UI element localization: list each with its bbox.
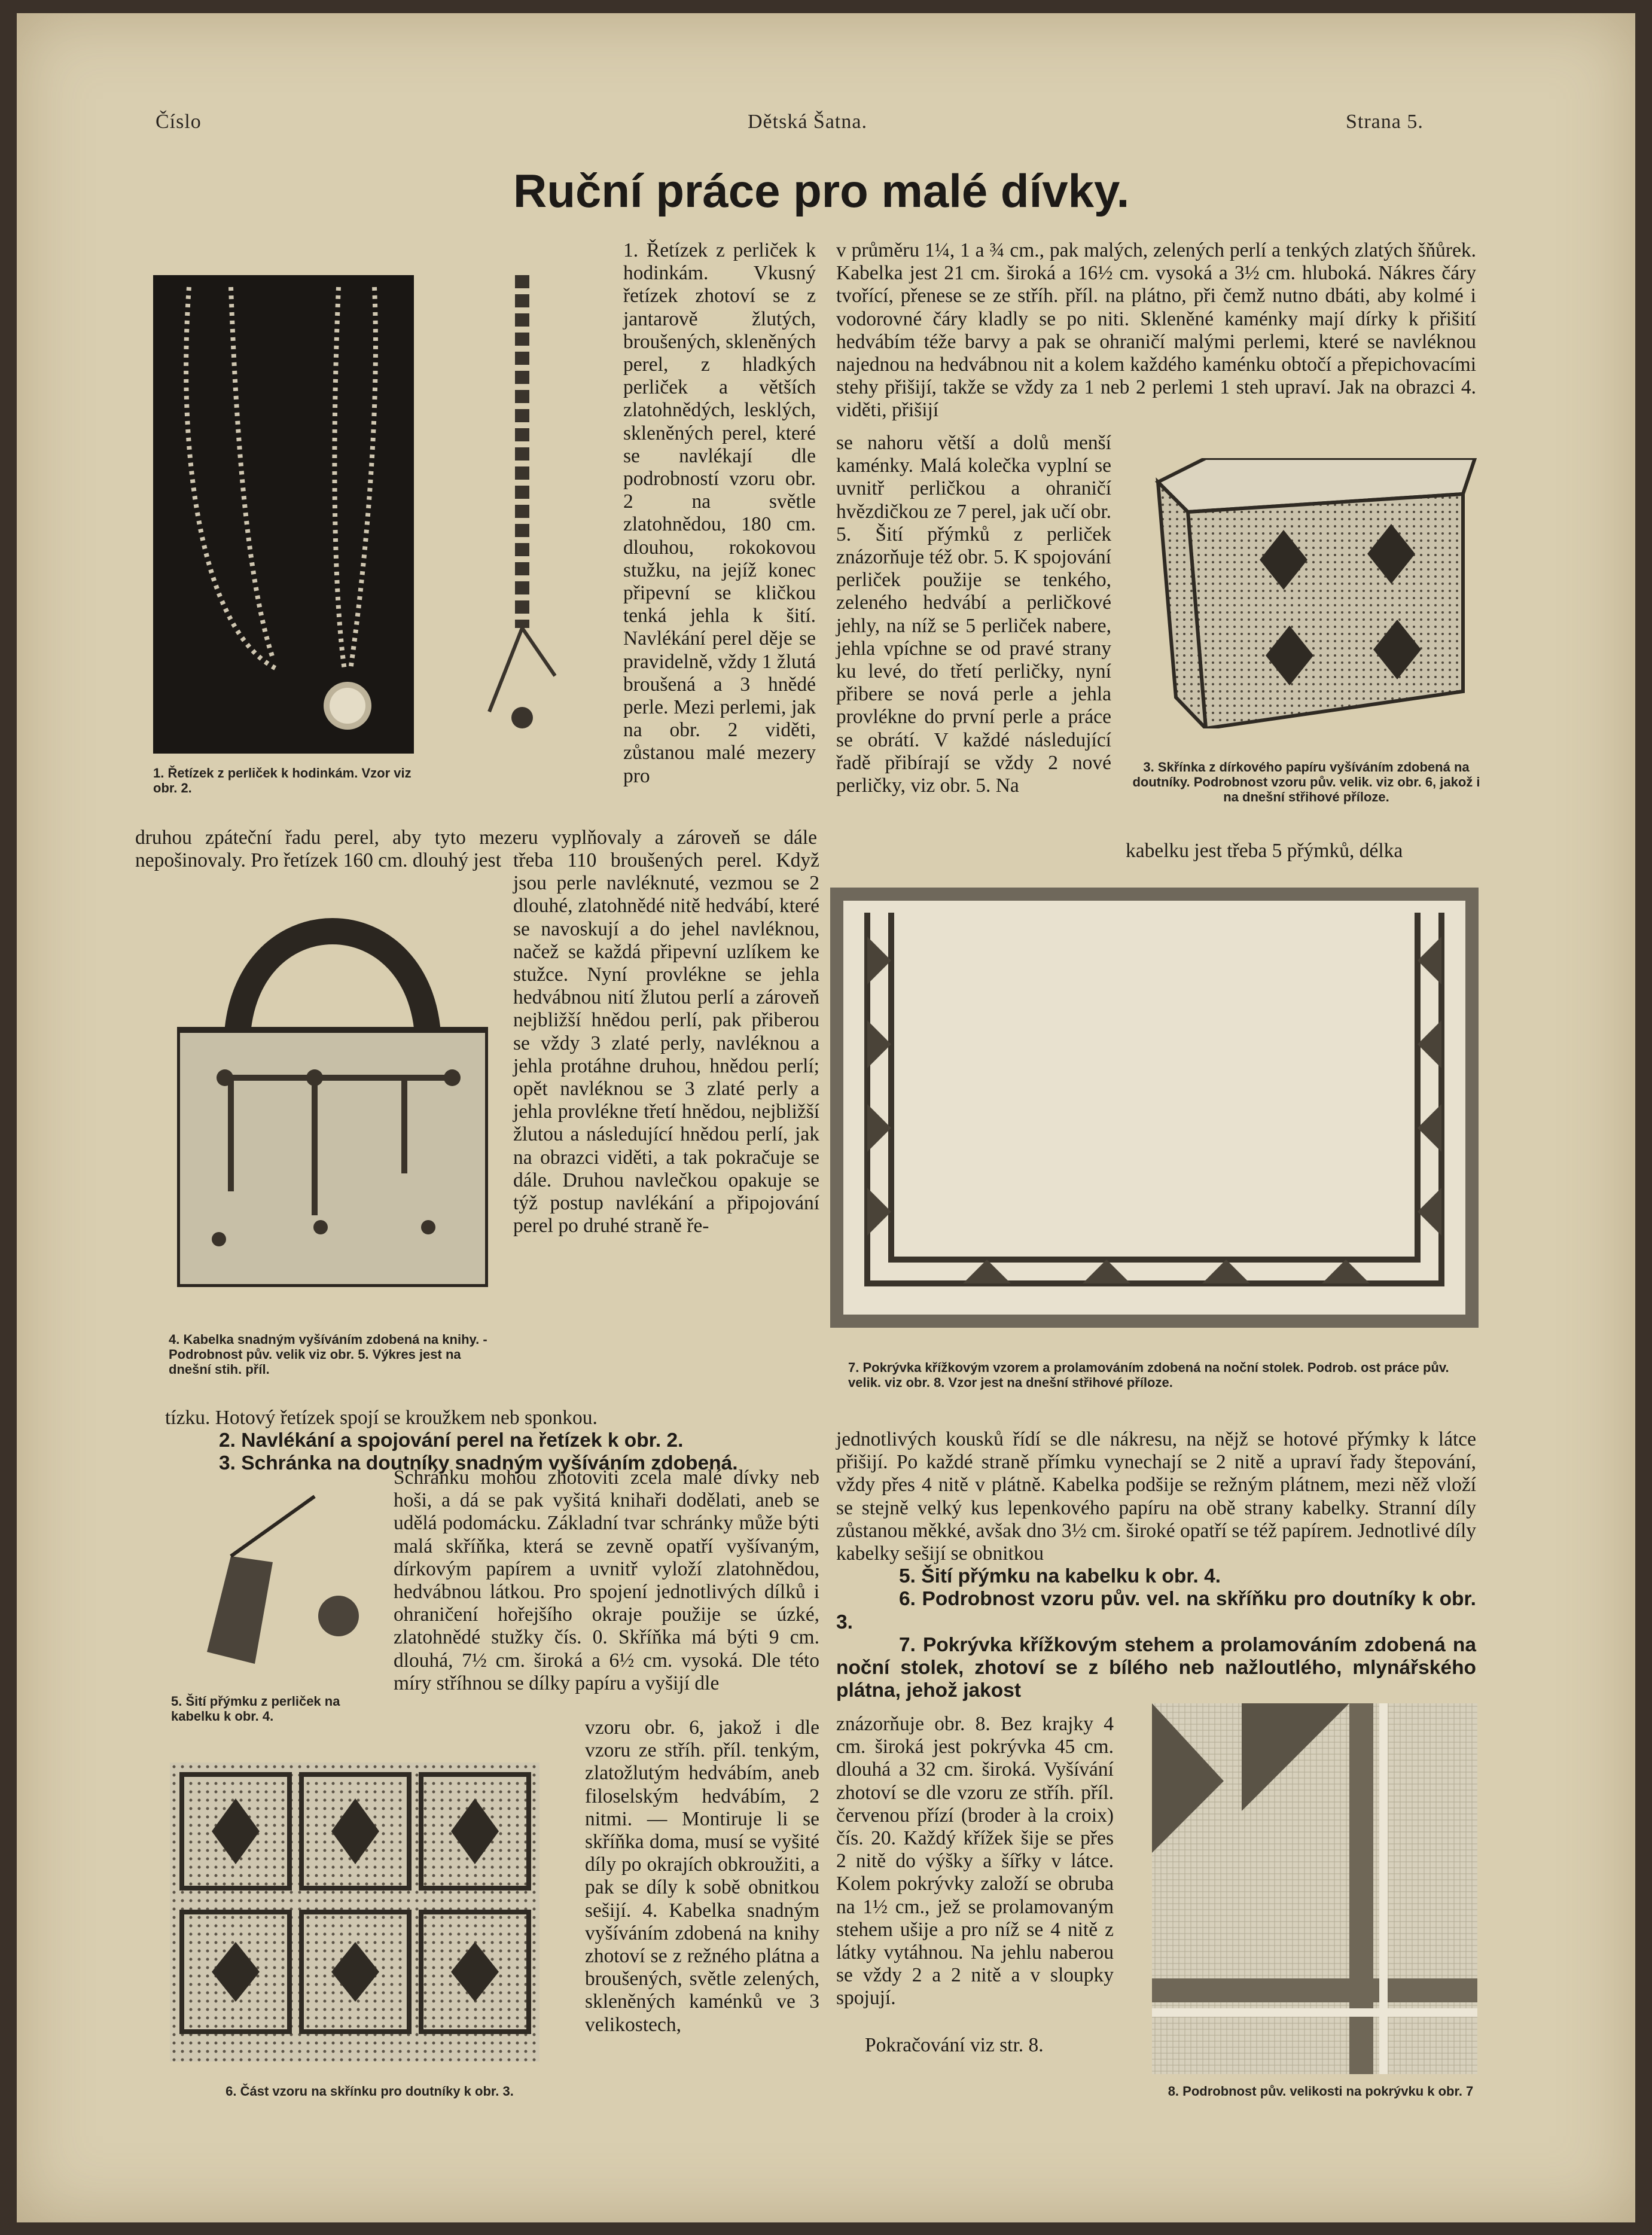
paragraph-pearls: třeba 110 broušených perel. Když jsou perle navléknuté, vezmou se 2 dlouhé, zlatohnědé nitě hedvábí, které se navoskují a do jehel navléknou, načež se každá připevní uzlíkem ke stužce. Nyní provlékne se jehla hedvábnou nití žlutou perlí a zároveň nejbližší hnědou perlí, pak přiberou se vždy 3 zlaté perly, navléknou a jehla protáhne druhou, hnědou perlí; opět navléknou se 3 zlaté perly a jehla provlékne třetí hnědou, nejbližší žlutou a následující hnědou perlí, jak na obrazci viděti, a tak pokračuje se dále. Druhou navlečkou opakuje se týž postup navlékání a připojování perel po druhé straně ře-: [513, 849, 819, 1237]
chain-illustration: [153, 275, 414, 754]
article-text-col1-bottom: [585, 1716, 819, 2036]
paragraph-tablecloth: znázorňuje obr. 8. Bez krajky 4 cm. široká jest pokrývka 45 cm. dlouhá a 32 cm. široká. Vyšívání zhotoví se dle vzoru ze stříh. příl. červenou přízí (broder à la croix) čís. 20. Každý křížek šije se přes 2 nitě do výšky a šířky v látce. Kolem pokrývky založí se obruba na 1½ cm., jež se prolamovaným stehem ušije a pro níž se 4 nitě z látky vytáhnou. Na jehlu naberou se vždy 2 a 2 nitě a v sloupky spojují.: [836, 1713, 1114, 2010]
tablecloth-illustration: [830, 888, 1479, 1328]
article-text-col1-mid: [513, 849, 819, 1237]
header-right: Strana 5.: [1346, 111, 1424, 133]
page-title: Ruční práce pro malé dívky.: [513, 164, 1130, 217]
paragraph-bag-cont: v průměru 1¼, 1 a ¾ cm., pak malých, zelených perlí a tenkých zlatých šňůrek. Kabelka jest 21 cm. široká a 16½ cm. vysoká a 3½ cm. hluboká. Nákres čáry tvořící, přenese se ze stříh. příl. na plátno, při čemž nutno dbáti, aby kolmé i vodorovné čáry kladly se po niti. Skleněné kaménky mají dírky k přišití hedvábím téže barvy a pak se ohraničí malými perlemi, které se navléknou najednou na hedvábnou nit a kolem každého kaménku obtočí a přepichovacími stehy přišijí, takže se vždy za 1 neb 2 perlemi 1 steh upraví. Jak na obrazci 4. viděti, přišijí: [836, 239, 1476, 422]
cigar-box-illustration: [1152, 458, 1479, 728]
item-6: 6. Podrobnost vzoru pův. vel. na skříňku pro doutníky k obr. 3.: [836, 1588, 1476, 1633]
paragraph-box: Schránku mohou zhotoviti zcela malé dívky neb hoši, a dá se pak vyšitá knihaři dodělati, aneb se udělá podomácku. Základní tvar schránky může býti malá skříňka, která se zevně opatří vyšívaným, dírkovým papírem a uvnitř vyloží zlatohnědou, hedvábnou látkou. Pro spojení jednotlivých dílků i ohraničení hořejšího okraje použije se úzké, zlatohnědé stužky čís. 0. Skříňka má býti 9 cm. dlouhá, 7½ cm. široká a 6½ cm. vysoká. Dle této míry stříhnou se dílky papíru a vyšijí dle: [394, 1466, 819, 1694]
item-5: 5. Šití přýmku na kabelku k obr. 4.: [899, 1565, 1221, 1588]
paragraph-bag-finish: jednotlivých kousků řídí se dle nákresu, na nějž se hotové přýmky k látce přišijí. Po každé straně přímku vynechají se 2 nitě a upraví řady štepování, vždy přes 4 nitě v plátně. Kabelka podšije se režným plátnem, mezi něž vloží se stejně velký kus lepenkového papíru na obě strany kabelky. Stranní díly zůstanou měkké, avšak dno 3½ cm. široké opatří se též papírem. Jednotlivé díly kabelky sešijí se obnitkou: [836, 1428, 1476, 1565]
continued-note: Pokračování viz str. 8.: [865, 2033, 1044, 2056]
item-2: 2. Navlékání a spojování perel na řetízek k obr. 2.: [219, 1429, 684, 1452]
header-center: Dětská Šatna.: [748, 111, 867, 133]
caption-1: 1. Řetízek z perliček k hodinkám. Vzor viz obr. 2.: [153, 766, 412, 795]
caption-8: 8. Podrobnost pův. velikosti na pokrývku k obr. 7: [1168, 2084, 1474, 2099]
article-text-col2-bottom: [836, 1713, 1114, 2057]
caption-4: 4. Kabelka snadným vyšíváním zdobená na knihy. - Podrobnost pův. velik viz obr. 5. Výkres jest na dnešní stih. příl.: [169, 1332, 487, 1377]
article-text-full-2: [165, 1407, 823, 1475]
chain-detail-illustration: [453, 257, 591, 754]
article-text-col2-top: [836, 239, 1476, 422]
article-text-col1-top: [623, 239, 816, 788]
newspaper-page: [17, 13, 1635, 2222]
article-text-col2-after: [836, 1428, 1476, 1702]
bag-illustration: [177, 892, 488, 1287]
caption-5: 5. Šití přýmku z perliček na kabelku k obr. 4.: [171, 1694, 340, 1724]
paragraph-beads: se nahoru větší a dolů menší kaménky. Malá kolečka vyplní se uvnitř perličkou a ohraničí hvězdičkou ze 7 perel, jak učí obr. 5. Šití přýmků z perliček znázorňuje též obr. 5. K spojování perliček použije se tenkého, zeleného hedvábí a perličkové jehly, na níž se 5 perliček nabere, jehla vpíchne se od pravé strany ku levé, do třetí perličky, nyní přibere se nová perle a jehla provlékne do první perle a práce se obrátí. V každé následující řadě přibírají se vždy 2 nové perličky, viz obr. 5. Na: [836, 432, 1111, 797]
paragraph-bag: vzoru obr. 6, jakož i dle vzoru ze stříh. příl. tenkým, zlatožlutým hedvábím, aneb filoselským hedvábím, 2 nitmi. — Montiruje li se skříňka doma, musí se vyšité díly po okrajích obkroužiti, a pak se díly k sobě obnitkou sešijí. 4. Kabelka snadným vyšíváním zdobená na knihy zhotoví se z režného plátna a broušených, světle zelených, skleněných kaménků ve 3 velikostech,: [585, 1716, 819, 2036]
caption-3: 3. Skřínka z dírkového papíru vyšíváním zdobená na doutníky. Podrobnost vzoru pův. velik. viz obr. 6, jakož i na dnešní střihové příloze.: [1132, 760, 1480, 804]
chain-photo: [153, 275, 414, 754]
tablecloth-detail: [1152, 1703, 1477, 2074]
header-left: Číslo: [156, 111, 202, 133]
item-7: 7. Pokrývka křížkovým stehem a prolamováním zdobená na noční stolek, zhotoví se z bílého neb nažloutlého, mlynářského plátna, jehož jakost: [836, 1633, 1476, 1702]
beading-illustration: [177, 1490, 380, 1670]
item-3: 3. Schránka na doutníky snadným vyšíváním zdobená.: [219, 1452, 738, 1475]
paragraph-tail: kabelku jest třeba 5 přýmků, délka: [1126, 840, 1403, 862]
article-text-col1-box: [394, 1466, 819, 1695]
caption-7: 7. Pokrývka křížkovým vzorem a prolamováním zdobená na noční stolek. Podrob. ost práce pův. velik. viz obr. 8. Vzor jest na dnešní střihové příloze.: [848, 1360, 1449, 1390]
pattern-detail: [170, 1763, 540, 2062]
caption-6: 6. Část vzoru na skřínku pro doutníky k obr. 3.: [225, 2084, 514, 2099]
paragraph-full-1: druhou zpáteční řadu perel, aby tyto mezeru vyplňovaly a zároveň se dále nepošinovaly. Pro řetízek 160 cm. dlouhý jest: [135, 827, 817, 872]
paragraph-chain: 1. Řetízek z perliček k hodinkám. Vkusný řetízek zhotoví se z jantarově žlutých, broušených, skleněných perel, z hladkých perliček a větších zlatohnědých, lesklých, skleněných perel, které se navlékají dle podrobností vzoru obr. 2 na světle zlatohnědou, 180 cm. dlouhou, rokokovou stužku, na jejíž konec připevní se kličkou tenká jehla k šití. Navlékání perel děje se pravidelně, vždy 1 žlutá broušená a 3 hnědé perle. Mezi perlemi, jak na obr. 2 viděti, zůstanou malé mezery pro: [623, 239, 816, 787]
article-text-col2-tail: [1126, 840, 1479, 862]
article-text-col2-mid: [836, 432, 1111, 797]
paragraph-full-2: tízku. Hotový řetízek spojí se kroužkem neb sponkou.: [165, 1407, 598, 1429]
